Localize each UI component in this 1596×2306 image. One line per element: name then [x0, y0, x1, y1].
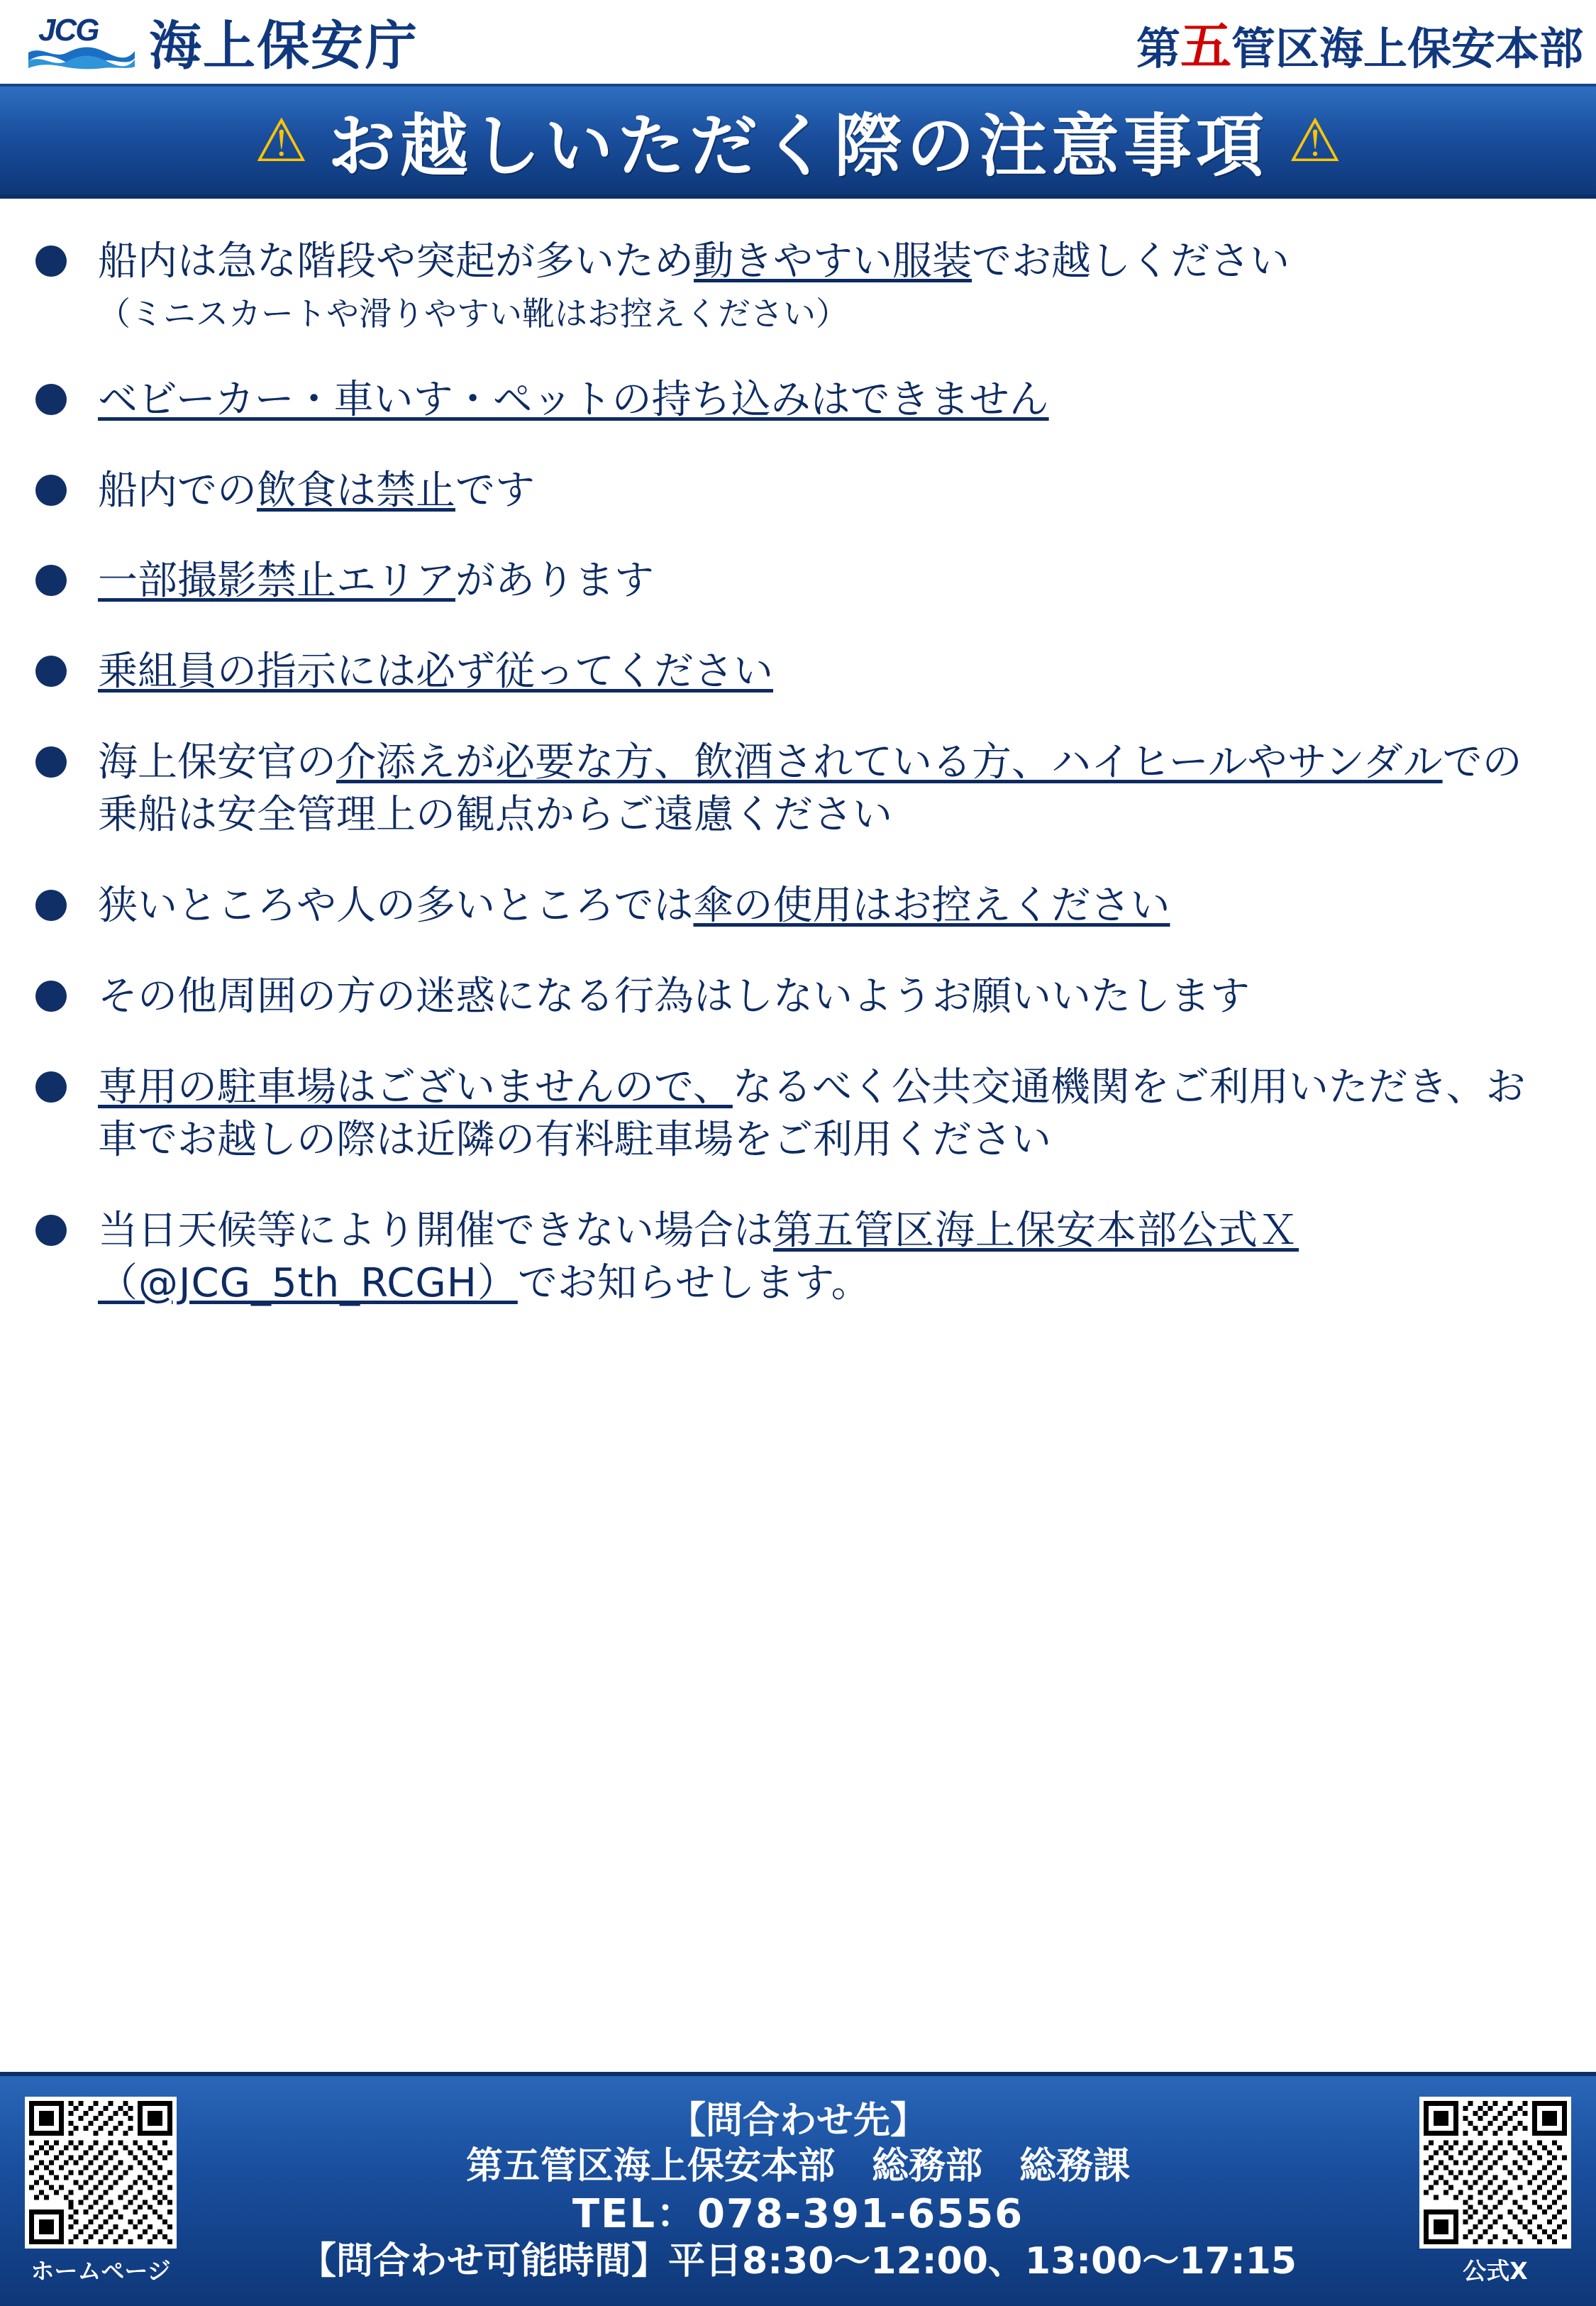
notice-line — [98, 646, 1556, 698]
notice-body — [98, 971, 1556, 1023]
bullet-icon — [35, 1071, 67, 1103]
notice-text-post: があります — [455, 558, 654, 605]
notice-text-emphasis: 飲食は禁止 — [257, 467, 455, 514]
warning-icon-right: ⚠ — [1288, 107, 1342, 174]
notice-text-emphasis: 介添えが必要な方、飲酒されている方、ハイヒールやサンダル — [336, 739, 1443, 786]
bullet-icon — [35, 246, 67, 277]
notice-line — [98, 971, 1556, 1023]
qr-official-x-label: 公式X — [1463, 2256, 1528, 2285]
department-prefix: 第 — [1136, 23, 1180, 75]
notice-text-emphasis: 動きやすい服装 — [694, 238, 972, 285]
notice-text-post: なるべく公共交通機関をご利用いただき、お車でお越しの際は近隣の有料駐車場をご利用ください — [98, 1064, 1526, 1163]
notice-text-pre: 船内での — [98, 467, 257, 514]
notice-text-emphasis: 専用の駐車場はございませんので、 — [98, 1064, 733, 1110]
notice-body — [98, 555, 1556, 607]
title-banner — [0, 84, 1596, 199]
notice-text-emphasis: 第五管区海上保安本部公式Ｘ（@JCG_5th_RCGH） — [98, 1207, 1299, 1306]
qr-code-homepage-icon[interactable] — [25, 2097, 177, 2249]
qr-code-official-x-icon[interactable] — [1419, 2097, 1571, 2249]
notice-subtext: （ミニスカートや滑りやすい靴はお控えください） — [98, 294, 848, 333]
agency-branding — [28, 4, 419, 79]
footer — [0, 2072, 1596, 2306]
notice-text-emphasis: 傘の使用はお控えください — [693, 883, 1170, 929]
department-suffix: 管区海上保安本部 — [1231, 23, 1583, 75]
list-item — [24, 1061, 1556, 1166]
notice-body — [98, 236, 1556, 336]
notice-text-pre: 狭いところや人の多いところでは — [98, 883, 694, 929]
page-title: お越しいただく際の注意事項 — [328, 106, 1268, 186]
notice-text-post: です — [455, 467, 535, 514]
contact-office: 第五管区海上保安本部 総務部 総務課 — [465, 2145, 1130, 2188]
bullet-icon — [35, 981, 67, 1012]
agency-name: 海上保安庁 — [149, 16, 419, 77]
notice-line — [98, 465, 1556, 517]
bullet-icon — [35, 1215, 67, 1246]
notice-text-pre: 船内は急な階段や突起が多いため — [98, 238, 694, 285]
list-item — [24, 374, 1556, 426]
notice-text-emphasis: ベビーカー・車いす・ペットの持ち込みはできません — [98, 376, 1049, 423]
notice-text-pre: 海上保安官の — [98, 739, 336, 786]
notice-text-post: でお越しください — [972, 238, 1290, 285]
notice-text-emphasis: 乗組員の指示には必ず従ってください — [98, 649, 773, 695]
bullet-icon — [35, 384, 67, 415]
department-kanji-red: 五 — [1180, 16, 1231, 76]
notice-list — [0, 199, 1596, 2072]
notice-body — [98, 1205, 1556, 1310]
notice-line — [98, 236, 1556, 288]
department-name — [1136, 5, 1583, 79]
list-item — [24, 971, 1556, 1023]
notice-text-post: でお知らせします。 — [517, 1259, 871, 1306]
notice-line — [98, 555, 1556, 607]
notice-body — [98, 737, 1556, 842]
notice-line — [98, 880, 1556, 932]
list-item — [24, 236, 1556, 336]
list-item — [24, 1205, 1556, 1310]
notice-body — [98, 880, 1556, 932]
notice-text-emphasis: 一部撮影禁止エリア — [98, 558, 455, 605]
notice-body — [98, 1061, 1556, 1166]
qr-homepage-label: ホームページ — [31, 2256, 171, 2285]
list-item — [24, 465, 1556, 517]
notice-body — [98, 465, 1556, 517]
list-item — [24, 555, 1556, 607]
jcg-logo-text: JCG — [38, 13, 99, 48]
warning-icon-left: ⚠ — [254, 107, 308, 174]
contact-hours: 【問合わせ可能時間】平日8:30～12:00、13:00～17:15 — [299, 2239, 1297, 2283]
jcg-logo-icon — [28, 11, 135, 72]
list-item — [24, 646, 1556, 698]
notice-text-post: での乗船は安全管理上の観点からご遠慮ください — [98, 739, 1522, 839]
header — [0, 0, 1596, 84]
notice-line — [98, 1205, 1556, 1310]
qr-official-x-block[interactable] — [1413, 2097, 1578, 2286]
list-item — [24, 880, 1556, 932]
contact-title: 【問合わせ先】 — [668, 2099, 927, 2142]
qr-homepage-block[interactable] — [18, 2097, 183, 2286]
bullet-icon — [35, 475, 67, 506]
bullet-icon — [35, 656, 67, 687]
contact-tel: TEL：078-391-6556 — [572, 2190, 1024, 2237]
notice-line — [98, 374, 1556, 426]
notice-body — [98, 646, 1556, 698]
contact-info — [183, 2098, 1413, 2285]
notice-body — [98, 374, 1556, 426]
bullet-icon — [35, 565, 67, 596]
wave-icon — [28, 45, 135, 70]
notice-text-pre: 当日天候等により開催できない場合は — [98, 1207, 773, 1254]
notice-text-pre: その他周囲の方の迷惑になる行為はしないようお願いいたします — [98, 973, 1250, 1020]
bullet-icon — [35, 746, 67, 778]
bullet-icon — [35, 890, 67, 921]
notice-line — [98, 737, 1556, 842]
list-item — [24, 737, 1556, 842]
notice-line — [98, 1061, 1556, 1166]
